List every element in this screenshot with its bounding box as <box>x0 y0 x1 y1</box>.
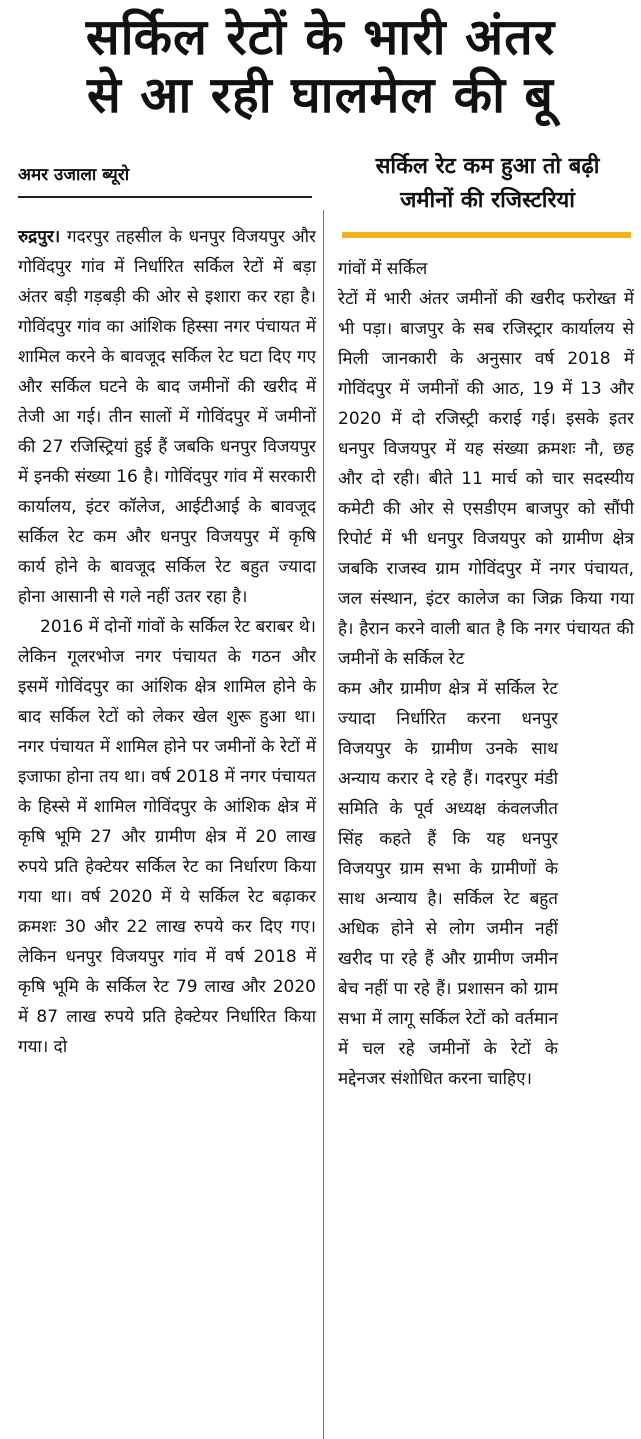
headline-line-1: सर्किल रेटों के भारी अंतर <box>85 8 556 66</box>
right-column <box>338 254 634 1094</box>
column-divider <box>323 210 324 1439</box>
paragraph-1 <box>18 222 316 612</box>
left-column <box>18 222 316 1062</box>
dateline: रुद्रपुर। <box>18 227 61 247</box>
subhead-line-1: सर्किल रेट कम हुआ तो बढ़ी <box>375 154 600 179</box>
right-paragraph-tail: कम और ग्रामीण क्षेत्र में सर्किल रेट ज्यादा निर्धारित करना धनपुर विजयपुर के ग्रामीण उनके साथ अन्याय करार दे रहे हैं। गदरपुर मंडी समिति के पूर्व अध्यक्ष कंवलजीत सिंह कहते हैं कि यह धनपुर विजयपुर ग्राम सभा के ग्रामीणों के साथ अन्याय है। सर्किल रेट बहुत अधिक होने से लोग जमीन नहीं खरीद पा रहे हैं और ग्रामीण जमीन बेच नहीं पा रहे हैं। प्रशासन को ग्राम सभा में लागू सर्किल रेटों को वर्तमान में चल रहे जमीनों के रेटों के मद्देनजर संशोधित करना चाहिए। <box>338 679 558 1089</box>
byline-divider <box>18 196 312 198</box>
paragraph-1-text: गदरपुर तहसील के धनपुर विजयपुर और गोविंदपुर गांव में निर्धारित सर्किल रेटों में बड़ा अंतर बड़ी गड़बड़ी की ओर से इशारा कर रहा है। गोविंदपुर गांव का आंशिक हिस्सा नगर पंचायत में शामिल करने के बावजूद सर्किल रेट घटा दिए गए और सर्किल घटने के बाद जमीनों की खरीद में तेजी आ गई। तीन सालों में गोविंदपुर में जमीनों की 27 रजिस्ट्रियां हुई हैं जबकि धनपुर विजयपुर में इनकी संख्या 16 है। गोविंदपुर गांव में सरकारी कार्यालय, इंटर कॉलेज, आईटीआई के बावजूद सर्किल रेट कम और धनपुर विजयपुर में कृषि कार्य होने के बावजूद सर्किल रेट बहुत ज्यादा होना आसानी से गले नहीं उतर रहा है। <box>18 227 316 607</box>
subheadline <box>340 150 635 218</box>
right-paragraph-lead: गांवों में सर्किल <box>338 259 428 279</box>
byline: अमर उजाला ब्यूरो <box>18 165 130 185</box>
article-headline <box>10 8 631 124</box>
subhead-accent-bar <box>342 232 631 238</box>
right-paragraph-body: रेटों में भारी अंतर जमीनों की खरीद फरोख्त में भी पड़ा। बाजपुर के सब रजिस्ट्रार कार्यालय से मिली जानकारी के अनुसार वर्ष 2018 में गोविंदपुर में जमीनों की आठ, 19 में 13 और 2020 में दो रजिस्ट्री कराई गई। इसके इतर धनपुर विजयपुर में यह संख्या क्रमशः नौ, छह और दो रही। बीते 11 मार्च को चार सदस्यीय कमेटी की ओर से एसडीएम बाजपुर को सौंपी रिपोर्ट में भी धनपुर विजयपुर को ग्रामीण क्षेत्र जबकि राजस्व ग्राम गोविंदपुर में नगर पंचायत, जल संस्थान, इंटर कालेज का जिक्र किया गया है। हैरान करने वाली बात है कि नगर पंचायत की जमीनों के सर्किल रेट <box>338 289 634 669</box>
subhead-line-2: जमीनों की रजिस्टरियां <box>400 188 575 213</box>
paragraph-2: 2016 में दोनों गांवों के सर्किल रेट बराबर थे। लेकिन गूलरभोज नगर पंचायत के गठन और इसमें गोविंदपुर का आंशिक क्षेत्र शामिल होने के बाद सर्किल रेटों को लेकर खेल शुरू हुआ था। नगर पंचायत में शामिल होने पर जमीनों के रेटों में इजाफा होना तय था। वर्ष 2018 में नगर पंचायत के हिस्से में शामिल गोविंदपुर के आंशिक क्षेत्र में कृषि भूमि 27 और ग्रामीण क्षेत्र में 20 लाख रुपये प्रति हेक्टेयर सर्किल रेट का निर्धारण किया गया था। वर्ष 2020 में ये सर्किल रेट बढ़ाकर क्रमशः 30 और 22 लाख रुपये कर दिए गए। लेकिन धनपुर विजयपुर गांव में वर्ष 2018 में कृषि भूमि के सर्किल रेट 79 लाख और 2020 में 87 लाख रुपये प्रति हेक्टेयर निर्धारित किया गया। दो <box>18 617 316 1057</box>
headline-line-2: से आ रही घालमेल की बू <box>87 66 554 124</box>
